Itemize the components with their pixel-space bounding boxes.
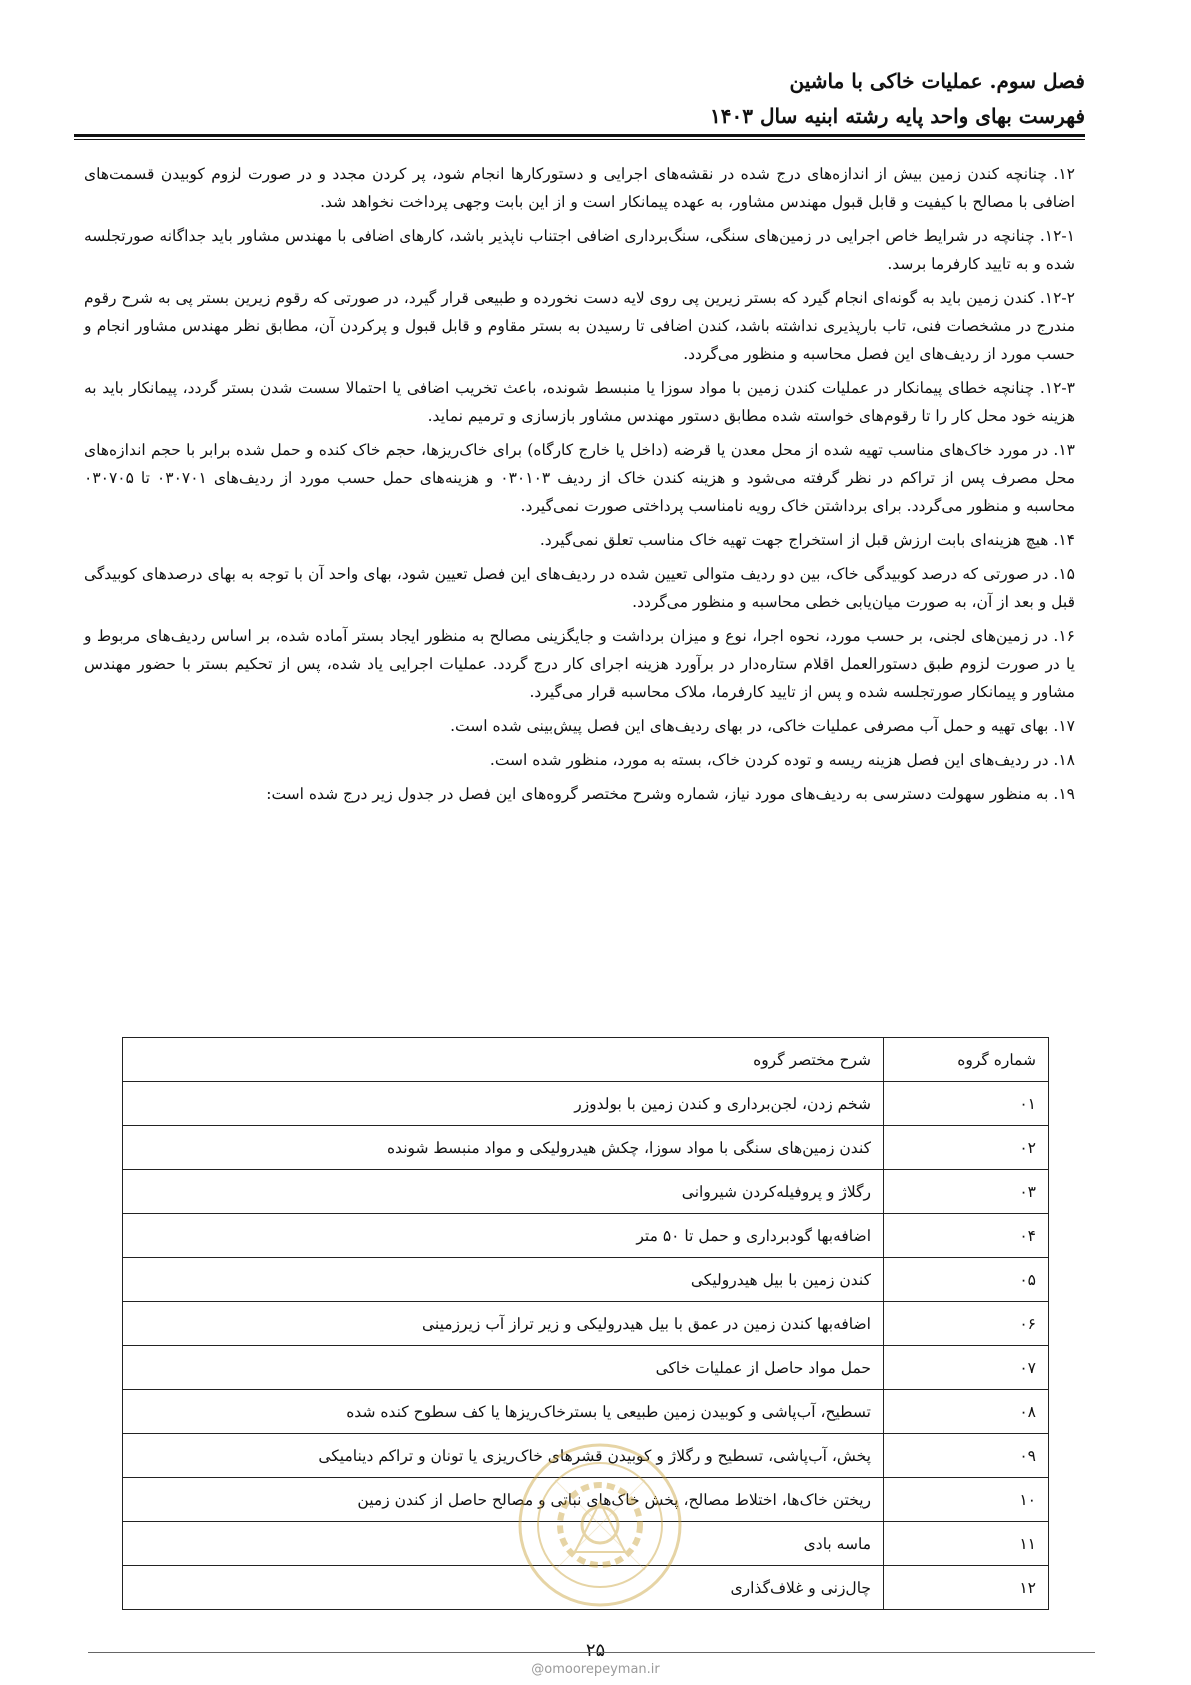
page-header: [85, 66, 1085, 132]
body-text: [84, 160, 1075, 814]
group-description-cell: شخم زدن، لجن‌برداری و کندن زمین با بولدوزر: [123, 1082, 884, 1126]
table-row: [123, 1390, 1049, 1434]
paragraph-16: ۱۶. در زمین‌های لجنی، بر حسب مورد، نحوه اجرا، نوع و میزان برداشت و جایگزینی مصالح به منظور ایجاد بستر آماده شده، بر اساس ردیف‌های مربوط و یا در صورت لزوم طبق دستورالعمل اقلام ستاره‌دار در برآورد هزینه اجرای کار درج گردد. عملیات اجرایی یاد شده، پس از تحکیم بستر با حضور مهندس مشاور و پیمانکار صورتجلسه شده و پس از تایید کارفرما، ملاک محاسبه قرار می‌گیرد.: [84, 627, 1075, 701]
group-number-cell: ۰۲: [884, 1126, 1049, 1170]
table-row: [123, 1302, 1049, 1346]
group-number-cell: ۰۳: [884, 1170, 1049, 1214]
page-number: ۲۵: [585, 1640, 606, 1661]
group-number-cell: ۱۲: [884, 1566, 1049, 1610]
table-row: [123, 1214, 1049, 1258]
paragraph-19: ۱۹. به منظور سهولت دسترسی به ردیف‌های مورد نیاز، شماره وشرح مختصر گروه‌های این فصل در جدول زیر درج شده است:: [266, 785, 1075, 803]
column-header-group-number: شماره گروه: [884, 1038, 1049, 1082]
header-rule-thin: [74, 139, 1085, 140]
paragraph-12: ۱۲. چنانچه کندن زمین بیش از اندازه‌های درج شده در نقشه‌های اجرایی و دستورکارها انجام شود، پر کردن مجدد و در صورت لزوم کوبیدن قسمت‌های اضافی با مصالح با کیفیت و قابل قبول مهندس مشاور، به عهده پیمانکار است و از این بابت وجهی پرداخت نخواهد شد.: [84, 165, 1075, 211]
paragraph-12-1: ۱۲-۱. چنانچه در شرایط خاص اجرایی در زمین‌های سنگی، سنگ‌برداری اضافی اجتناب ناپذیر باشد، کارهای اضافی با مهندس مشاور باید جداگانه صورتجلسه شده و به تایید کارفرما برسد.: [84, 227, 1075, 273]
group-description-cell: حمل مواد حاصل از عملیات خاکی: [123, 1346, 884, 1390]
table-row: [123, 1082, 1049, 1126]
column-header-group-description: شرح مختصر گروه: [123, 1038, 884, 1082]
group-number-cell: ۰۱: [884, 1082, 1049, 1126]
watermark-seal-icon: [515, 1440, 685, 1610]
paragraph-17: ۱۷. بهای تهیه و حمل آب مصرفی عملیات خاکی، در بهای ردیف‌های این فصل پیش‌بینی شده است.: [450, 717, 1075, 735]
paragraph-14: ۱۴. هیچ هزینه‌ای بابت ارزش قبل از استخراج جهت تهیه خاک مناسب تعلق نمی‌گیرد.: [539, 531, 1075, 549]
paragraph-12-3: ۱۲-۳. چنانچه خطای پیمانکار در عملیات کندن زمین با مواد سوزا یا منبسط شونده، باعث تخریب اضافی یا احتمالا سست شدن بستر گردد، پیمانکار باید به هزینه خود محل کار را تا رقوم‌های خواسته شده مطابق دستور مهندس مشاور بازسازی و ترمیم نماید.: [84, 379, 1075, 425]
header-rule-thick: [74, 134, 1085, 137]
group-description-cell: چال‌زنی و غلاف‌گذاری: [123, 1566, 884, 1610]
group-number-cell: ۱۰: [884, 1478, 1049, 1522]
group-description-cell: اضافه‌بها کندن زمین در عمق با بیل هیدرولیکی و زیر تراز آب زیرزمینی: [123, 1302, 884, 1346]
footer-watermark-text: @omoorepeyman.ir: [531, 1662, 660, 1677]
group-description-cell: اضافه‌بها گودبرداری و حمل تا ۵۰ متر: [123, 1214, 884, 1258]
group-description-cell: پخش، آب‌پاشی، تسطیح و رگلاژ و کوبیدن قشرهای خاک‌ریزی یا تونان و تراکم دینامیکی: [123, 1434, 884, 1478]
group-description-cell: ریختن خاک‌ها، اختلاط مصالح، پخش خاک‌های نباتی و مصالح حاصل از کندن زمین: [123, 1478, 884, 1522]
group-number-cell: ۰۹: [884, 1434, 1049, 1478]
paragraph-13: ۱۳. در مورد خاک‌های مناسب تهیه شده از محل معدن یا قرضه (داخل یا خارج کارگاه) برای خاک‌ریزها، حجم خاک کنده و حمل شده برابر با حجم اندازه‌های محل مصرف پس از تراکم در نظر گرفته می‌شود و هزینه کندن خاک از ردیف ۰۳۰۱۰۳ و هزینه‌های حمل حسب مورد از ردیف‌های ۰۳۰۷۰۱ تا ۰۳۰۷۰۵ محاسبه و منظور می‌گردد. برای برداشتن خاک رویه نامناسب پرداختی صورت نمی‌گیرد.: [84, 441, 1075, 515]
group-description-cell: رگلاژ و پروفیله‌کردن شیروانی: [123, 1170, 884, 1214]
table-row: [123, 1170, 1049, 1214]
group-description-cell: کندن زمین با بیل هیدرولیکی: [123, 1258, 884, 1302]
footer-rule: [88, 1652, 1095, 1653]
group-description-cell: کندن زمین‌های سنگی با مواد سوزا، چکش هیدرولیکی و مواد منبسط شونده: [123, 1126, 884, 1170]
group-number-cell: ۰۵: [884, 1258, 1049, 1302]
chapter-title: فصل سوم. عملیات خاکی با ماشین: [789, 69, 1085, 93]
group-number-cell: ۱۱: [884, 1522, 1049, 1566]
paragraph-12-2: ۱۲-۲. کندن زمین باید به گونه‌ای انجام گیرد که بستر زیرین پی روی لایه دست نخورده و طبیعی قرار گیرد، در صورتی که رقوم زیرین بستر پی به شرح رقوم مندرج در مشخصات فنی، تاب بارپذیری نداشته باشد، کندن اضافی تا رسیدن به بستر مقاوم و قابل قبول و پرکردن آن، مطابق نظر مهندس مشاور انجام و حسب مورد از ردیف‌های این فصل محاسبه و منظور می‌گردد.: [84, 289, 1075, 363]
paragraph-18: ۱۸. در ردیف‌های این فصل هزینه ریسه و توده کردن خاک، بسته به مورد، منظور شده است.: [489, 751, 1075, 769]
paragraph-15: ۱۵. در صورتی که درصد کوبیدگی خاک، بین دو ردیف متوالی تعیین شده در ردیف‌های این فصل تعیین شود، بهای واحد آن با توجه به بهای درصدهای کوبیدگی قبل و بعد از آن، به صورت میان‌یابی خطی محاسبه و منظور می‌گردد.: [84, 565, 1075, 611]
document-subtitle: فهرست بهای واحد پایه رشته ابنیه سال ۱۴۰۳: [710, 104, 1085, 128]
table-header-row: [123, 1038, 1049, 1082]
group-description-cell: تسطیح، آب‌پاشی و کوبیدن زمین طبیعی یا بسترخاک‌ریزها یا کف سطوح کنده شده: [123, 1390, 884, 1434]
table-row: [123, 1346, 1049, 1390]
table-row: [123, 1258, 1049, 1302]
group-number-cell: ۰۴: [884, 1214, 1049, 1258]
group-number-cell: ۰۸: [884, 1390, 1049, 1434]
group-number-cell: ۰۷: [884, 1346, 1049, 1390]
group-number-cell: ۰۶: [884, 1302, 1049, 1346]
group-description-cell: ماسه بادی: [123, 1522, 884, 1566]
table-row: [123, 1126, 1049, 1170]
